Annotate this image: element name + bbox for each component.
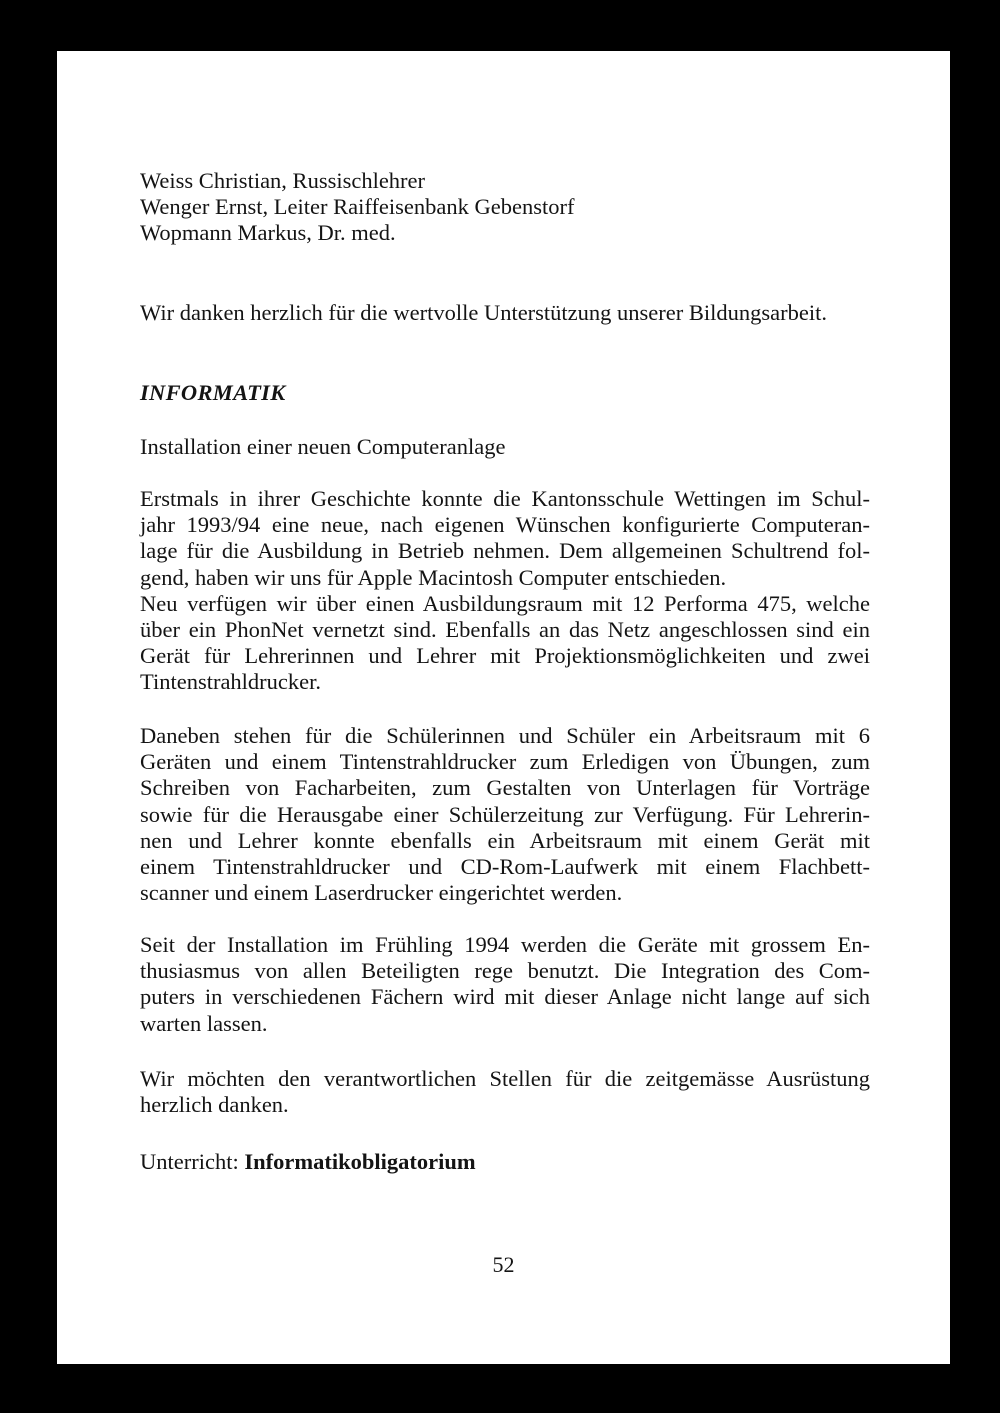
text-line: einem Tintenstrahldrucker und CD-Rom-Laufwerk mit einem Flachbett-	[140, 854, 870, 880]
paragraph-usage	[140, 932, 870, 1037]
text-line: Daneben stehen für die Schülerinnen und Schüler ein Arbeitsraum mit 6	[140, 723, 870, 748]
paragraph-workrooms	[140, 723, 870, 906]
paragraph-thanks	[140, 1066, 870, 1118]
text-line: scanner und einem Laserdrucker eingerichtet werden.	[140, 880, 623, 906]
text-line: herzlich danken.	[140, 1092, 289, 1118]
text-line: Schreiben von Facharbeiten, zum Gestalten von Unterlagen für Vorträge	[140, 775, 870, 801]
text-line: sowie für die Herausgabe einer Schülerzeitung zur Verfügung. Für Lehrerin-	[140, 801, 870, 827]
sponsor-line: Wopmann Markus, Dr. med.	[140, 220, 396, 246]
text-line: Gerät für Lehrerinnen und Lehrer mit Projektionsmöglichkeiten und zwei	[140, 643, 870, 669]
text-line: über ein PhonNet vernetzt sind. Ebenfalls an das Netz angeschlossen sind ein	[140, 617, 870, 643]
text-line: puters in verschiedenen Fächern wird mit dieser Anlage nicht lange auf sich	[140, 984, 870, 1010]
text-line: Erstmals in ihrer Geschichte konnte die Kantonsschule Wettingen im Schul-	[140, 486, 870, 511]
sponsor-list	[140, 168, 870, 247]
section-heading: INFORMATIK	[140, 380, 286, 405]
paragraph-installation	[140, 486, 870, 696]
text-line: jahr 1993/94 eine neue, nach eigenen Wünschen konfigurierte Computeran-	[140, 512, 870, 538]
lesson-line	[140, 1149, 870, 1175]
text-line: lage für die Ausbildung in Betrieb nehmen. Dem allgemeinen Schultrend fol-	[140, 538, 870, 564]
text-line: Wir möchten den verantwortlichen Stellen für die zeitgemässe Ausrüstung	[140, 1066, 870, 1091]
page-number: 52	[492, 1252, 515, 1277]
lesson-label: Unterricht:	[140, 1149, 239, 1174]
lesson-line-text	[140, 1149, 870, 1175]
sponsor-line: Wenger Ernst, Leiter Raiffeisenbank Gebenstorf	[140, 194, 575, 220]
text-line: Geräten und einem Tintenstrahldrucker zum Erledigen von Übungen, zum	[140, 749, 870, 775]
text-line: Tintenstrahldrucker.	[140, 669, 322, 695]
thanks-text: Wir danken herzlich für die wertvolle Unterstützung unserer Bildungsarbeit.	[140, 300, 827, 325]
text-line: nen und Lehrer konnte ebenfalls ein Arbeitsraum mit einem Gerät mit	[140, 827, 870, 853]
text-line: thusiasmus von allen Beteiligten rege benutzt. Die Integration des Com-	[140, 958, 870, 984]
lesson-value: Informatikobligatorium	[244, 1149, 476, 1174]
text-line: warten lassen.	[140, 1010, 268, 1036]
text-line: Neu verfügen wir über einen Ausbildungsraum mit 12 Performa 475, welche	[140, 590, 870, 616]
sponsor-line: Weiss Christian, Russischlehrer	[140, 168, 426, 193]
section-subtitle	[140, 434, 870, 460]
text-line: Seit der Installation im Frühling 1994 werden die Geräte mit grossem En-	[140, 932, 870, 957]
thanks-paragraph	[140, 300, 870, 326]
document-page	[57, 51, 950, 1364]
subtitle-text: Installation einer neuen Computeranlage	[140, 434, 506, 459]
text-line: gend, haben wir uns für Apple Macintosh Computer entschieden.	[140, 564, 727, 590]
